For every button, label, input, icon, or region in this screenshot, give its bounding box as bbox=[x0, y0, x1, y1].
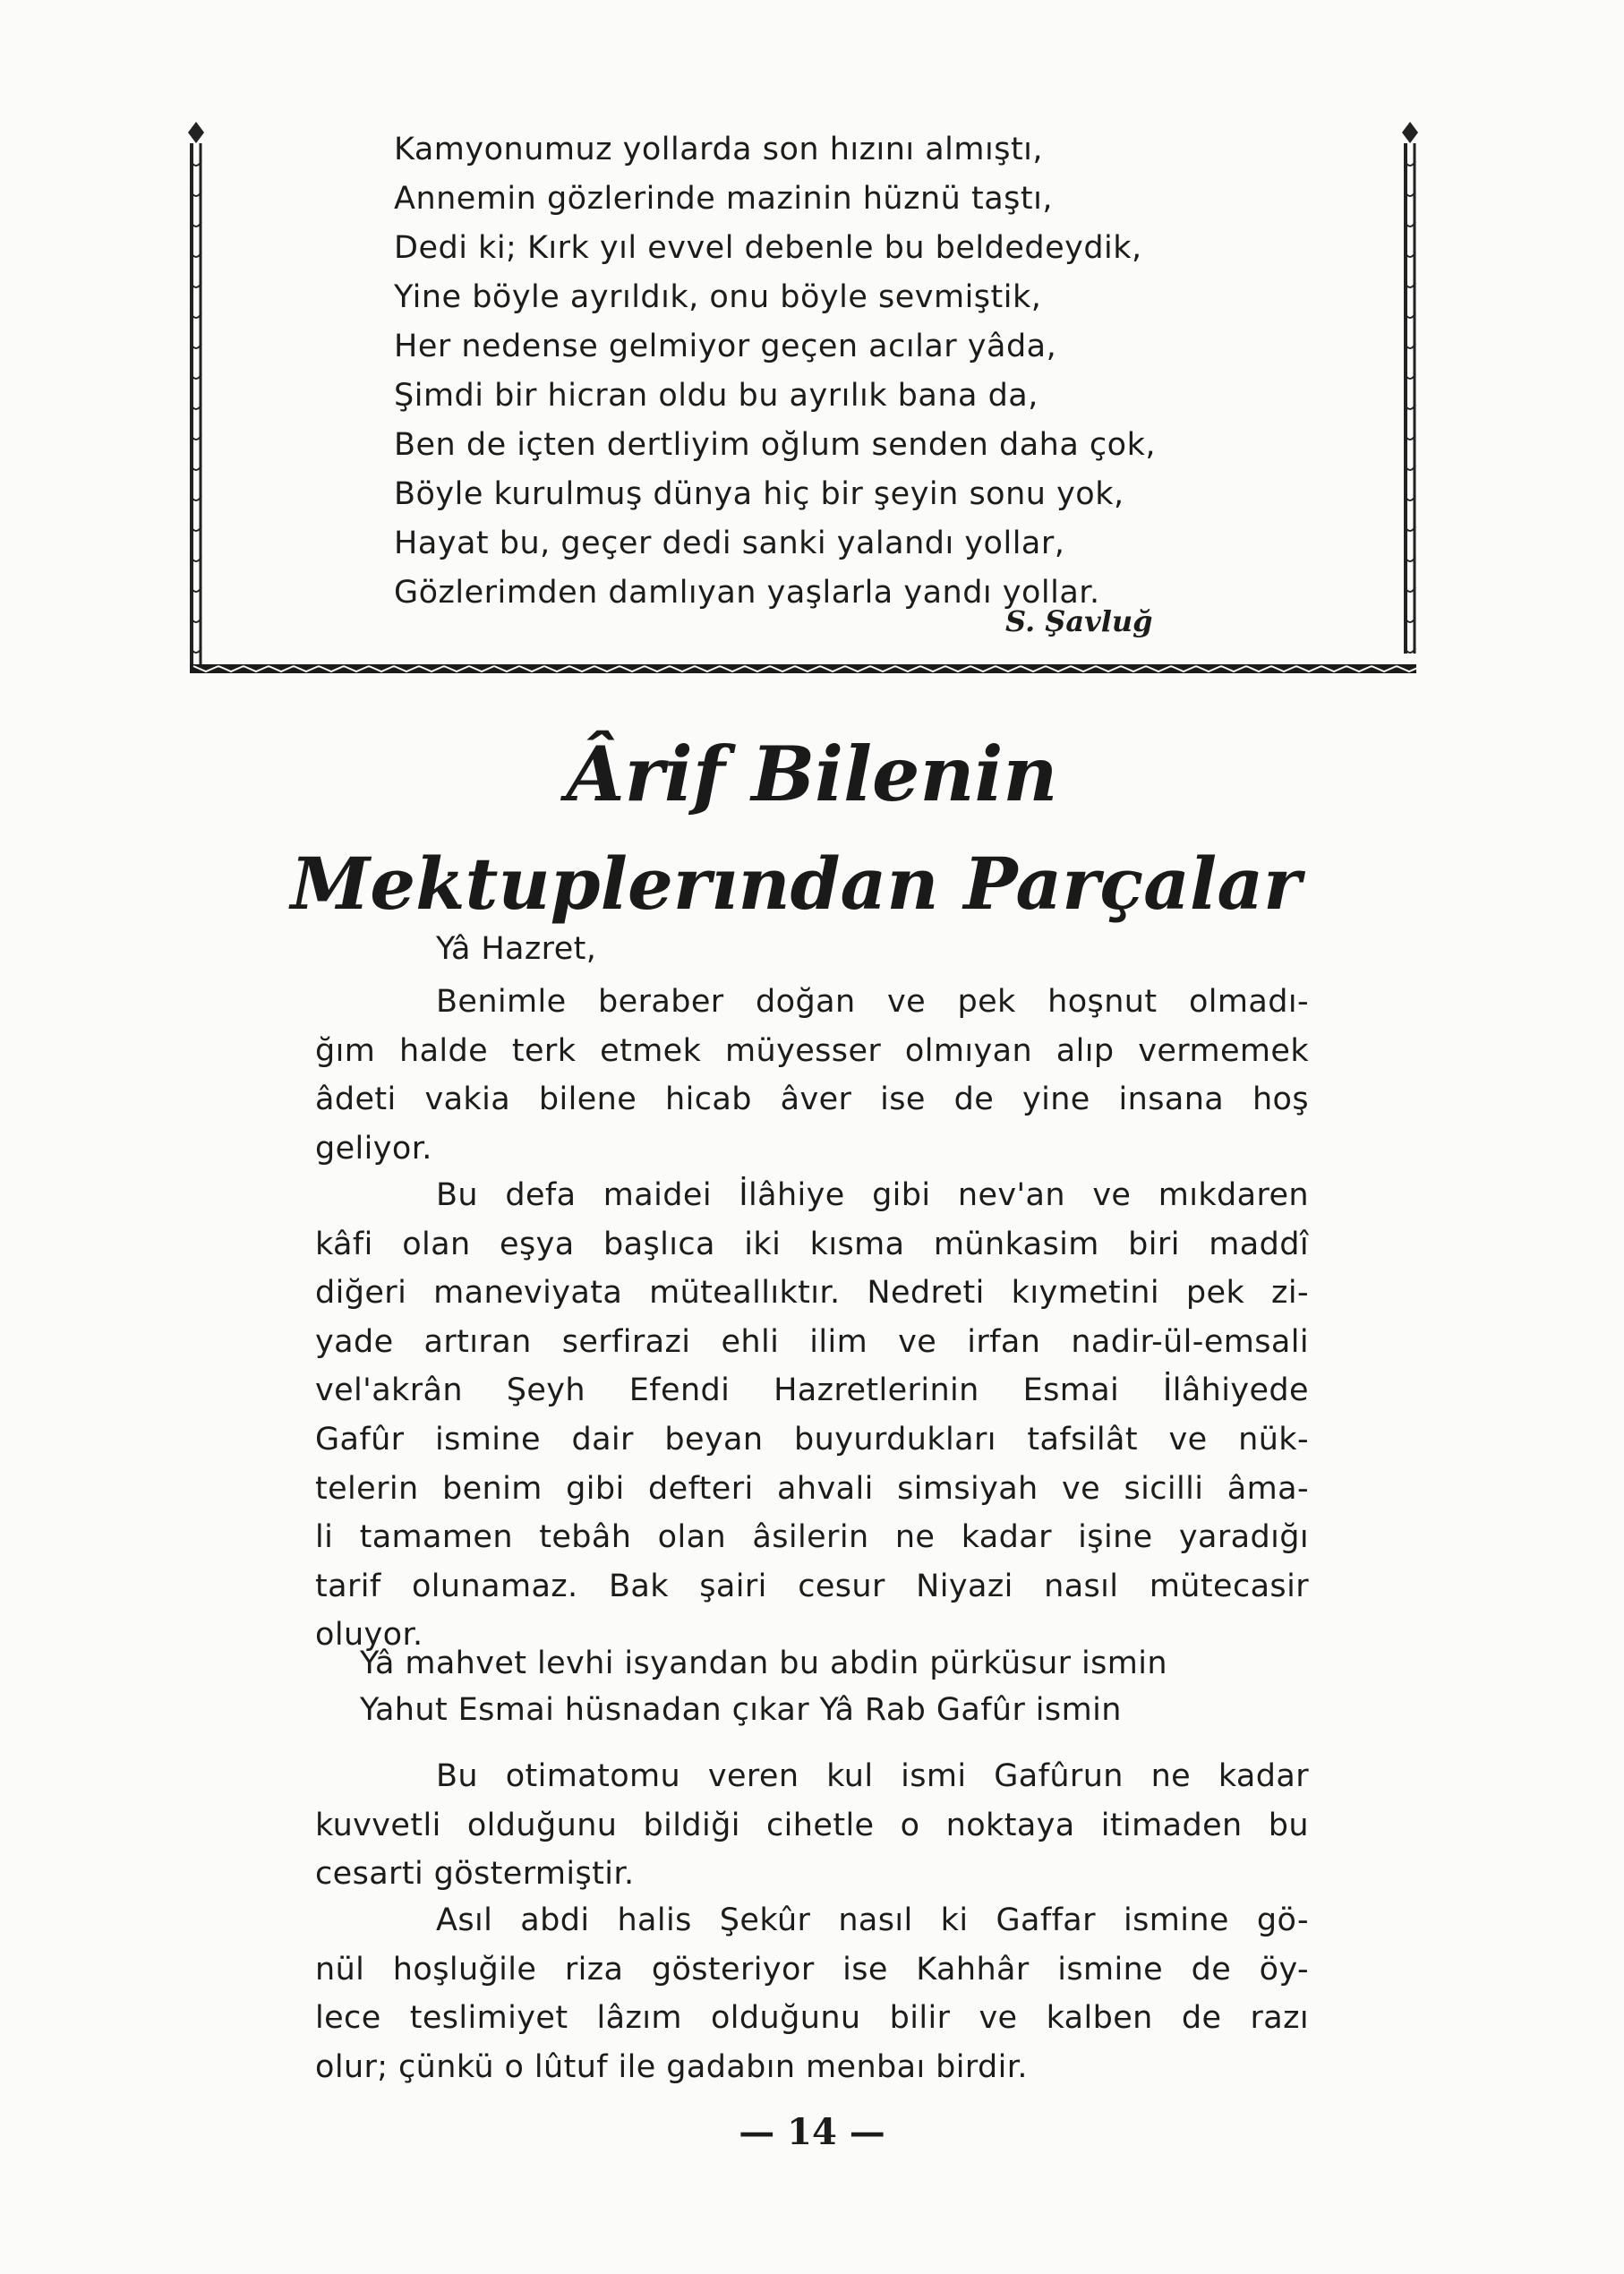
poem-signature: S. Şavluğ bbox=[1005, 604, 1153, 638]
poem-line: Annemin gözlerinde mazinin hüznü taştı, bbox=[394, 181, 1053, 217]
poem-line: Hayat bu, geçer dedi sanki yalandı yollar, bbox=[394, 526, 1065, 561]
paragraph-2 bbox=[315, 1171, 1309, 1660]
text-line: telerin benim gibi defteri ahvali simsiyah ve sicilli âma- bbox=[315, 1470, 1309, 1507]
poem bbox=[394, 125, 1156, 618]
article-title-line-1: Ârif Bilenin bbox=[566, 730, 1058, 818]
poem-line: Böyle kurulmuş dünya hiç bir şeyin sonu yok, bbox=[394, 476, 1124, 512]
text-line: kuvvetli olduğunu bildiği cihetle o noktaya itimaden bu bbox=[315, 1807, 1309, 1843]
text-line: lece teslimiyet lâzım olduğunu bilir ve kalben de razı bbox=[315, 2000, 1309, 2037]
text-line: Bu defa maidei İlâhiye gibi nev'an ve mıkdaren bbox=[436, 1177, 1309, 1213]
poem-line: Her nedense gelmiyor geçen acılar yâda, bbox=[394, 329, 1057, 364]
verse bbox=[360, 1640, 1167, 1733]
poem-line: Kamyonumuz yollarda son hızını almıştı, bbox=[394, 132, 1044, 167]
poem-frame bbox=[186, 116, 1420, 689]
text-line: olur; çünkü o lûtuf ile gadabın menbaı birdir. bbox=[315, 2048, 1028, 2085]
text-line: Bu otimatomu veren kul ismi Gafûrun ne kadar bbox=[436, 1758, 1309, 1794]
paragraph-1 bbox=[315, 978, 1309, 1173]
article-title-line-2: Mektuplerından Parçalar bbox=[290, 842, 1302, 926]
text-line: oluyor. bbox=[315, 1617, 423, 1654]
poem-line: Şimdi bir hicran oldu bu ayrılık bana da, bbox=[394, 378, 1039, 414]
text-line: geliyor. bbox=[315, 1130, 432, 1167]
poem-line: Gözlerimden damlıyan yaşlarla yandı yollar. bbox=[394, 575, 1100, 611]
verse-line: Yahut Esmai hüsnadan çıkar Yâ Rab Gafûr ismin bbox=[360, 1692, 1122, 1728]
salutation: Yâ Hazret, bbox=[436, 931, 597, 967]
poem-line: Dedi ki; Kırk yıl evvel debenle bu beldedeydik, bbox=[394, 230, 1142, 266]
text-line: kâfi olan eşya başlıca iki kısma münkasim biri maddî bbox=[315, 1226, 1309, 1262]
text-line: cesarti göstermiştir. bbox=[315, 1856, 635, 1893]
paragraph-4 bbox=[315, 1896, 1309, 2091]
text-line: yade artıran serfirazi ehli ilim ve irfan nadir-ül-emsali bbox=[315, 1323, 1309, 1360]
text-line: tarif olunamaz. Bak şairi cesur Niyazi nasıl mütecasir bbox=[315, 1568, 1309, 1604]
poem-line: Ben de içten dertliyim oğlum senden daha çok, bbox=[394, 427, 1156, 463]
verse-line: Yâ mahvet levhi isyandan bu abdin pürküsur ismin bbox=[360, 1646, 1167, 1681]
text-line: vel'akrân Şeyh Efendi Hazretlerinin Esmai İlâhiyede bbox=[315, 1372, 1309, 1409]
text-line: diğeri maneviyata müteallıktır. Nedreti kıymetini pek zi- bbox=[315, 1275, 1309, 1312]
page-number: — 14 — bbox=[739, 2111, 885, 2153]
text-line: Asıl abdi halis Şekûr nasıl ki Gaffar ismine gö- bbox=[436, 1902, 1309, 1938]
text-line: nül hoşluğile riza gösteriyor ise Kahhâr ismine de öy- bbox=[315, 1951, 1309, 1988]
text-line: âdeti vakia bilene hicab âver ise de yine insana hoş bbox=[315, 1081, 1309, 1118]
text-line: Gafûr ismine dair beyan buyurdukları tafsilât ve nük- bbox=[315, 1421, 1309, 1458]
text-line: ğım halde terk etmek müyesser olmıyan alıp vermemek bbox=[315, 1032, 1309, 1069]
text-line: Benimle beraber doğan ve pek hoşnut olmadı- bbox=[436, 984, 1309, 1020]
paragraph-3 bbox=[315, 1752, 1309, 1899]
text-line: li tamamen tebâh olan âsilerin ne kadar işine yaradığı bbox=[315, 1519, 1309, 1556]
poem-line: Yine böyle ayrıldık, onu böyle sevmiştik, bbox=[394, 279, 1042, 315]
